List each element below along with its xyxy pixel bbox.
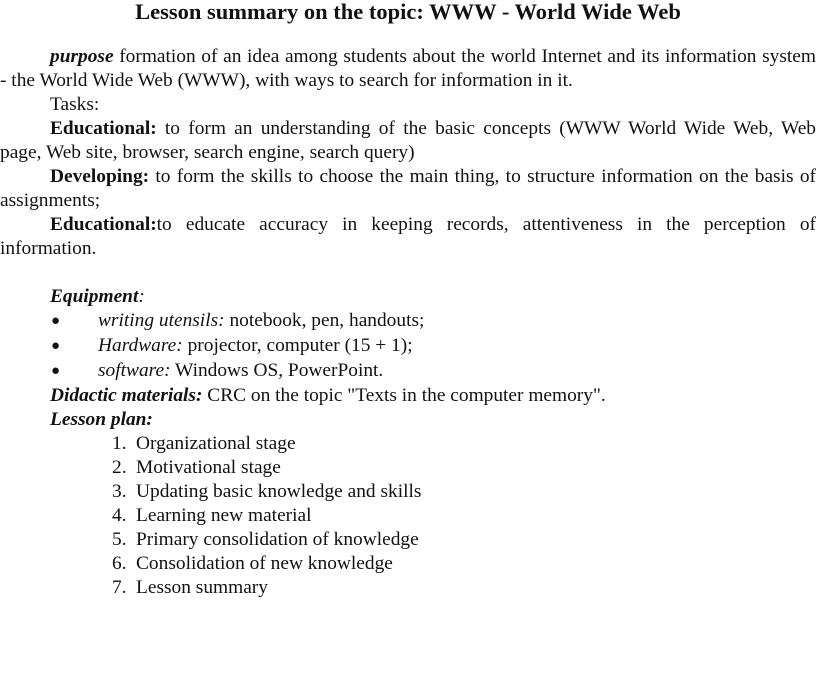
item-number: 6. — [112, 553, 127, 574]
list-item — [0, 552, 816, 576]
task-educational-2 — [0, 213, 816, 261]
item-label: software: — [98, 360, 171, 381]
task-educational-1 — [0, 117, 816, 165]
item-text: Windows OS, PowerPoint. — [170, 360, 384, 381]
equipment-heading — [0, 285, 816, 309]
item-number: 2. — [112, 457, 127, 478]
list-item — [0, 504, 816, 528]
list-item — [0, 456, 816, 480]
task-label: Developing: — [50, 166, 150, 187]
list-item — [0, 334, 816, 359]
item-number: 4. — [112, 505, 127, 526]
purpose-paragraph — [0, 45, 816, 93]
item-text: Updating basic knowledge and skills — [136, 481, 422, 502]
tasks-heading: Tasks: — [50, 94, 100, 115]
list-item — [0, 432, 816, 456]
list-item — [0, 359, 816, 384]
list-item — [0, 480, 816, 504]
didactic-text: CRC on the topic "Texts in the computer memory". — [202, 385, 606, 406]
didactic-label: Didactic materials: — [50, 385, 203, 406]
equipment-list — [0, 309, 816, 384]
item-label: writing utensils: — [98, 310, 225, 331]
item-text: notebook, pen, handouts; — [224, 310, 425, 331]
item-label: Hardware: — [98, 335, 183, 356]
item-text: Consolidation of new knowledge — [136, 553, 393, 574]
item-number: 1. — [112, 433, 127, 454]
task-text: to form the skills to choose the main thing, to structure information on the basis of assignments; — [0, 166, 816, 211]
task-label: Educational: — [50, 214, 157, 235]
didactic-materials — [0, 384, 816, 408]
task-text: to form an understanding of the basic concepts (WWW World Wide Web, Web page, Web site, browser, search engine, search query) — [0, 118, 816, 163]
task-label: Educational: — [50, 118, 157, 139]
item-text: Lesson summary — [136, 577, 268, 598]
item-text: Primary consolidation of knowledge — [136, 529, 419, 550]
document-title: Lesson summary on the topic: WWW - World Wide Web — [135, 0, 681, 24]
task-developing — [0, 165, 816, 213]
list-item — [0, 528, 816, 552]
blank-line — [0, 261, 816, 285]
purpose-label: purpose — [50, 46, 114, 67]
equipment-colon: : — [138, 286, 145, 307]
bullet-icon: ● — [51, 338, 61, 354]
lesson-plan-list — [0, 432, 816, 600]
purpose-text: formation of an idea among students about the world Internet and its information system - the World Wide Web (WWW), with ways to search for information in it. — [0, 46, 816, 91]
bullet-icon: ● — [51, 363, 61, 379]
list-item — [0, 576, 816, 600]
item-number: 3. — [112, 481, 127, 502]
list-item — [0, 309, 816, 334]
bullet-icon: ● — [51, 313, 61, 329]
item-text: Motivational stage — [136, 457, 281, 478]
item-text: Organizational stage — [136, 433, 296, 454]
equipment-label: Equipment — [50, 286, 139, 307]
item-number: 5. — [112, 529, 127, 550]
task-text: to educate accuracy in keeping records, attentiveness in the perception of information. — [0, 214, 816, 259]
item-text: Learning new material — [136, 505, 312, 526]
lesson-plan-heading: Lesson plan: — [50, 409, 153, 430]
item-text: projector, computer (15 + 1); — [182, 335, 413, 356]
item-number: 7. — [112, 577, 127, 598]
